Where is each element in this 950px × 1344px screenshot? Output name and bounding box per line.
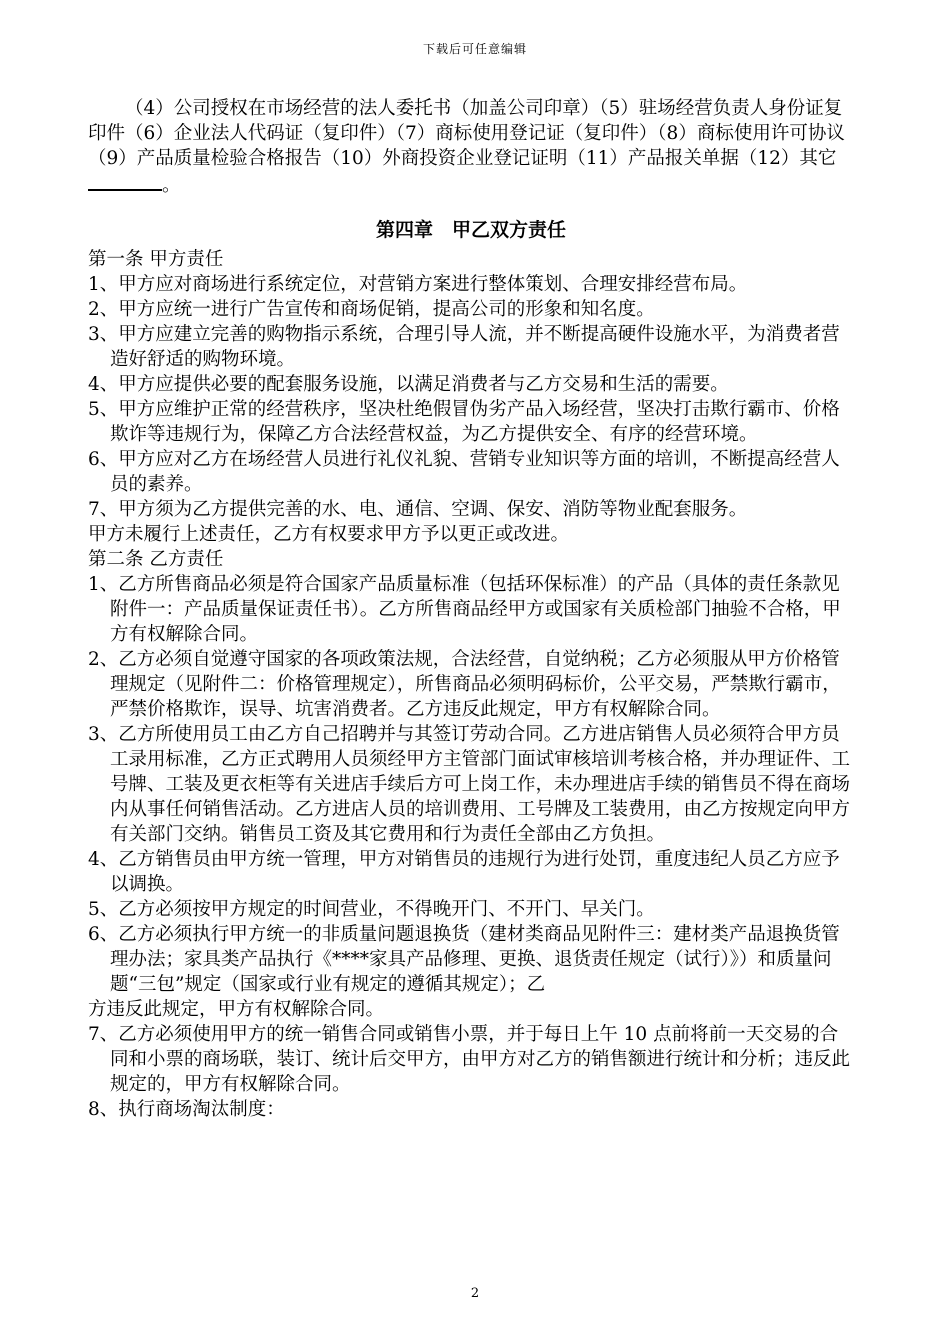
list-item: 1、甲方应对商场进行系统定位，对营销方案进行整体策划、合理安排经营布局。	[88, 274, 748, 295]
list-item: 7、甲方须为乙方提供完善的水、电、通信、空调、保安、消防等物业配套服务。	[88, 499, 748, 520]
list-item: 6、乙方必须执行甲方统一的非质量问题退换货（建材类商品见附件三：建材类产品退换货管理办法；家具类产品执行《****家具产品修理、更换、退货责任规定（试行）》）和质量问题“三包”规定（国家或行业有规定的遵循其规定）；乙	[88, 924, 840, 995]
intro-paragraph	[88, 96, 854, 198]
chapter-title: 第四章 甲乙双方责任	[375, 219, 566, 241]
article1-title: 第一条 甲方责任	[88, 249, 224, 270]
intro-text: （4）公司授权在市场经营的法人委托书（加盖公司印章）（5）驻场经营负责人身份证复印件（6）企业法人代码证（复印件）（7）商标使用登记证（复印件）（8）商标使用许可协议（9）产品质量检验合格报告（10）外商投资企业登记证明（11）产品报关单据（12）其它	[88, 98, 845, 169]
page-number: 2	[470, 1286, 480, 1301]
article2-title: 第二条 乙方责任	[88, 549, 224, 570]
fill-in-blank	[88, 171, 162, 191]
list-item: 5、甲方应维护正常的经营秩序，坚决杜绝假冒伪劣产品入场经营，坚决打击欺行霸市、价格欺诈等违规行为，保障乙方合法经营权益，为乙方提供安全、有序的经营环境。	[88, 399, 840, 445]
page-header-note: 下载后可任意编辑	[422, 42, 527, 56]
article2-list	[88, 572, 854, 997]
document-body	[88, 96, 854, 1122]
list-item: 5、乙方必须按甲方规定的时间营业，不得晚开门、不开门、早关门。	[88, 899, 655, 920]
list-item: 4、甲方应提供必要的配套服务设施，以满足消费者与乙方交易和生活的需要。	[88, 374, 729, 395]
list-item: 4、乙方销售员由甲方统一管理，甲方对销售员的违规行为进行处罚，重度违纪人员乙方应予以调换。	[88, 849, 840, 895]
article1-closing: 甲方未履行上述责任，乙方有权要求甲方予以更正或改进。	[88, 524, 570, 545]
intro-tail: 。	[162, 175, 181, 196]
article1-list	[88, 272, 854, 522]
list-item: 3、乙方所使用员工由乙方自己招聘并与其签订劳动合同。乙方进店销售人员必须符合甲方员工录用标准，乙方正式聘用人员须经甲方主管部门面试审核培训考核合格，并办理证件、工号牌、工装及更衣柜等有关进店手续后方可上岗工作，未办理进店手续的销售员不得在商场内从事任何销售活动。乙方进店人员的培训费用、工号牌及工装费用，由乙方按规定向甲方有关部门交纳。销售员工资及其它费用和行为责任全部由乙方负担。	[88, 724, 851, 845]
article2-list-continued	[88, 1022, 854, 1122]
list-item: 8、执行商场淘汰制度：	[88, 1099, 285, 1120]
list-item: 2、甲方应统一进行广告宣传和商场促销，提高公司的形象和知名度。	[88, 299, 655, 320]
list-item: 2、乙方必须自觉遵守国家的各项政策法规，合法经营，自觉纳税；乙方必须服从甲方价格管理规定（见附件二：价格管理规定），所售商品必须明码标价，公平交易，严禁欺行霸市，严禁价格欺诈，误导、坑害消费者。乙方违反此规定，甲方有权解除合同。	[88, 649, 841, 720]
list-item: 3、甲方应建立完善的购物指示系统，合理引导人流，并不断提高硬件设施水平，为消费者营造好舒适的购物环境。	[88, 324, 840, 370]
article2-continuation: 方违反此规定，甲方有权解除合同。	[88, 999, 385, 1020]
list-item: 1、乙方所售商品必须是符合国家产品质量标准（包括环保标准）的产品（具体的责任条款见附件一：产品质量保证责任书）。乙方所售商品经甲方或国家有关质检部门抽验不合格，甲方有权解除合同。	[88, 574, 841, 645]
list-item: 7、乙方必须使用甲方的统一销售合同或销售小票，并于每日上午 10 点前将前一天交易的合同和小票的商场联，装订、统计后交甲方，由甲方对乙方的销售额进行统计和分析；违反此规定的，甲方有权解除合同。	[88, 1024, 851, 1095]
list-item: 6、甲方应对乙方在场经营人员进行礼仪礼貌、营销专业知识等方面的培训，不断提高经营人员的素养。	[88, 449, 840, 495]
